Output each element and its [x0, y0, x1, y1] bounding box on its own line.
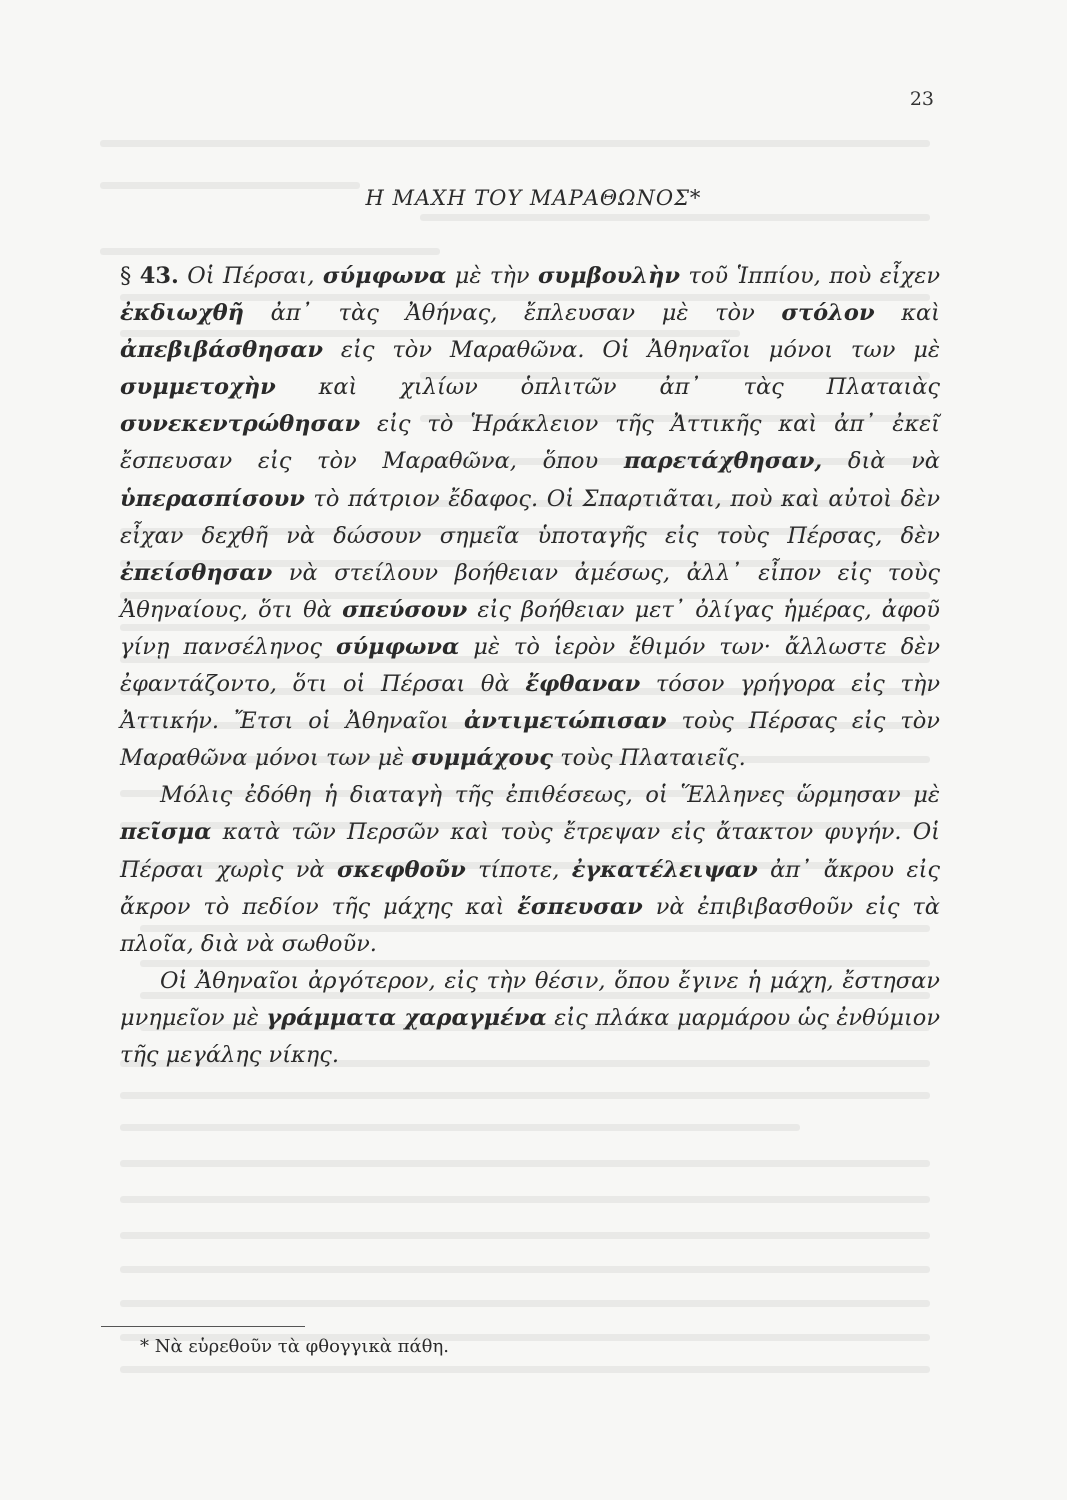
- emphasized-term: ὑπερασπίσουν: [120, 485, 305, 512]
- text-run: μὲ τὸ ἱερὸν ἔθιμόν των· ἄλλωστε δὲν ἐφαντάζοντο, ὅτι οἱ Πέρσαι θὰ: [120, 633, 940, 698]
- text-run: εἰς βοήθειαν μετ᾽ ὀλίγας ἡμέρας, ἀφοῦ γίνῃ πανσέληνος: [120, 596, 940, 660]
- text-run: Μόλις ἐδόθη ἡ διαταγὴ τῆς ἐπιθέσεως, οἱ Ἕλληνες ὥρμησαν μὲ: [160, 782, 940, 809]
- emphasized-term: συμβουλὴν: [537, 263, 680, 289]
- body-text: [120, 258, 940, 1074]
- emphasized-term: ἐκδιωχθῆ: [120, 300, 245, 327]
- emphasized-term: σκεφθοῦν: [336, 856, 466, 883]
- text-run: ἀπ᾽ ἄκρου εἰς ἄκρον τὸ πεδίον τῆς μάχης καὶ: [120, 856, 940, 920]
- emphasized-term: ἔφθαναν: [525, 671, 641, 698]
- paragraph: [120, 258, 940, 777]
- emphasized-term: πεῖσμα: [120, 819, 212, 846]
- emphasized-term: ἀπεβιβάσθησαν: [120, 337, 324, 364]
- footnote-divider: [101, 1326, 305, 1327]
- emphasized-term: ἀντιμετώπισαν: [463, 708, 667, 735]
- emphasized-term: σύμφωνα: [335, 633, 460, 660]
- text-run: τὸ πάτριον ἔδαφος. Οἱ Σπαρτιᾶται, ποὺ καὶ αὐτοὶ δὲν εἶχαν δεχθῆ νὰ δώσουν σημεῖα ὑποταγῆς εἰς τοὺς Πέρσας, δὲν: [120, 485, 940, 549]
- text-run: ἀπ᾽ τὰς Ἀθήνας, ἔπλευσαν μὲ τὸν: [244, 300, 782, 327]
- text-run: νὰ ἐπιβιβασθοῦν εἰς τὰ πλοῖα, διὰ νὰ σωθοῦν.: [120, 893, 940, 957]
- text-run: Οἱ Πέρσαι,: [178, 263, 323, 289]
- text-run: τοὺς Πέρσας εἰς τὸν Μαραθῶνα μόνοι των μὲ: [120, 708, 940, 772]
- section-number: 43.: [139, 263, 179, 289]
- page-number: 23: [909, 88, 934, 110]
- emphasized-term: ἐπείσθησαν: [120, 559, 273, 586]
- text-run: εἰς πλάκα μαρμάρου ὡς ἐνθύμιον τῆς μεγάλης νίκης.: [120, 1004, 941, 1068]
- text-run: διὰ νὰ: [822, 448, 940, 475]
- text-run: τίποτε,: [465, 856, 572, 883]
- text-run: τοῦ Ἱππίου, ποὺ εἶχεν: [679, 263, 941, 289]
- emphasized-term: στόλον: [781, 300, 875, 327]
- emphasized-term: συμμετοχὴν: [120, 374, 276, 401]
- text-run: τοὺς Πλαταιεῖς.: [553, 745, 746, 772]
- text-run: εἰς τὸ Ἡράκλειον τῆς Ἀττικῆς καὶ ἀπ᾽ ἐκεῖ ἔσπευσαν εἰς τὸν Μαραθῶνα, ὅπου: [120, 411, 940, 475]
- chapter-title: Η ΜΑΧΗ ΤΟΥ ΜΑΡΑΘΩΝΟΣ*: [365, 186, 702, 210]
- text-run: νὰ στείλουν βοήθειαν ἀμέσως, ἀλλ᾽ εἶπον εἰς τοὺς Ἀθηναίους, ὅτι θὰ: [120, 559, 940, 623]
- text-run: τόσον γρήγορα εἰς τὴν Ἀττικήν. Ἔτσι οἱ Ἀθηναῖοι: [120, 671, 941, 735]
- text-run: εἰς τὸν Μαραθῶνα. Οἱ Ἀθηναῖοι μόνοι των μὲ: [323, 337, 940, 364]
- emphasized-term: σπεύσουν: [342, 596, 468, 623]
- emphasized-term: σύμφωνα: [322, 263, 447, 289]
- footnote: * Νὰ εὑρεθοῦν τὰ φθογγικὰ πάθη.: [140, 1336, 449, 1357]
- text-run: μὲ τὴν: [446, 263, 538, 289]
- text-run: καὶ χιλίων ὁπλιτῶν ἀπ᾽ τὰς Πλαταιὰς: [275, 374, 940, 401]
- text-run: Οἱ Ἀθηναῖοι ἀργότερον, εἰς τὴν θέσιν, ὅπου ἔγινε ἡ μάχη, ἔστησαν μνημεῖον μὲ: [120, 967, 940, 1031]
- paragraph: [120, 777, 940, 962]
- emphasized-term: συμμάχους: [411, 745, 553, 772]
- emphasized-term: ἔσπευσαν: [517, 893, 643, 920]
- text-run: καὶ: [874, 300, 940, 327]
- text-run: κατὰ τῶν Περσῶν καὶ τοὺς ἔτρεψαν εἰς ἄτακτον φυγήν. Οἱ Πέρσαι χωρὶς νὰ: [120, 819, 940, 883]
- emphasized-term: συνεκεντρώθησαν: [120, 411, 361, 438]
- emphasized-term: γράμματα χαραγμένα: [266, 1004, 547, 1031]
- emphasized-term: ἐγκατέλειψαν: [571, 856, 758, 883]
- emphasized-term: παρετάχθησαν,: [623, 448, 823, 475]
- section-mark: §: [120, 263, 132, 289]
- paragraph: [120, 963, 940, 1074]
